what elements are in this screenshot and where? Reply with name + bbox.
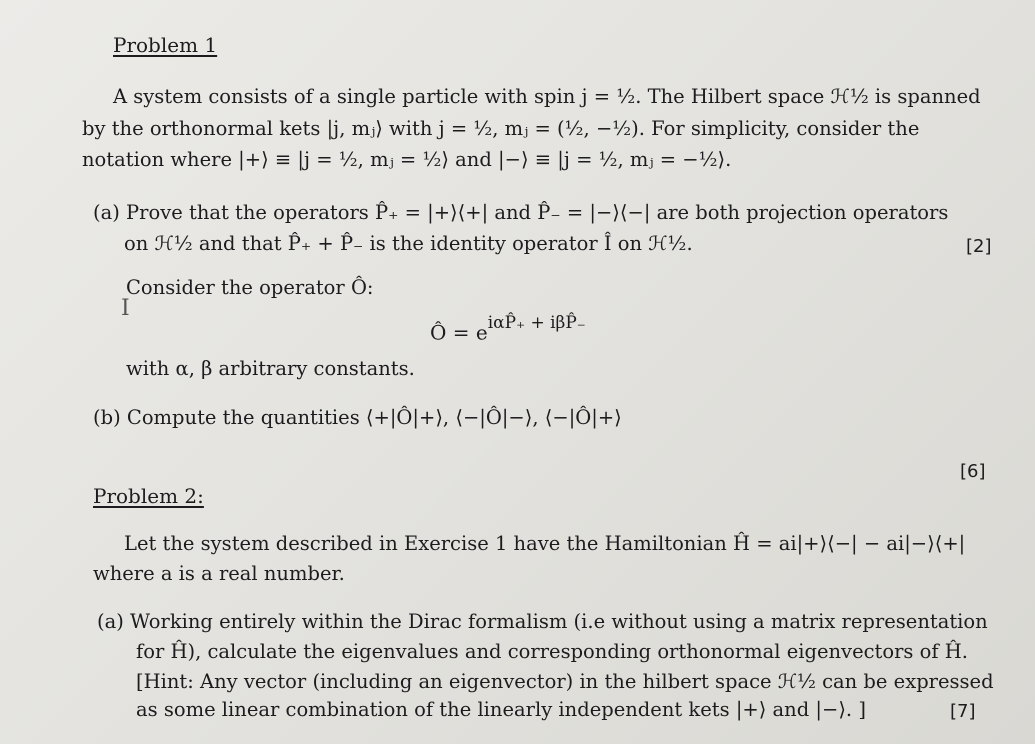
problem-2-intro-line-1: Let the system described in Exercise 1 have the Hamiltonian Ĥ = ai|+⟩⟨−| − ai|−⟩⟨+| [124, 532, 966, 555]
problem-1-part-a-marks: [2] [966, 236, 992, 257]
problem-1-part-a-line-2: on ℋ½ and that P̂₊ + P̂₋ is the identity operator Î on ℋ½. [124, 232, 693, 255]
problem-2-part-a-line-1: (a) Working entirely within the Dirac formalism (i.e without using a matrix representation [97, 610, 988, 633]
pen-mark-icon: I [121, 296, 130, 321]
equation-exponent: iαP̂₊ + iβP̂₋ [487, 313, 586, 333]
problem-1-part-a-line-1: (a) Prove that the operators P̂₊ = |+⟩⟨+| and P̂₋ = |−⟩⟨−| are both projection operators [93, 201, 949, 224]
problem-2-part-a-marks: [7] [950, 701, 976, 722]
problem-1-intro-line-1: A system consists of a single particle with spin j = ½. The Hilbert space ℋ½ is spanned [113, 85, 981, 108]
equation-base: Ô = e [430, 320, 488, 345]
problem-2-part-a-line-3: [Hint: Any vector (including an eigenvector) in the hilbert space ℋ½ can be expressed [136, 670, 994, 693]
problem-1-heading: Problem 1 [113, 33, 218, 57]
problem-2-part-a-line-4: as some linear combination of the linearly independent kets |+⟩ and |−⟩. ] [136, 698, 866, 721]
consider-operator-text: Consider the operator Ô: [126, 276, 374, 299]
problem-1-intro-line-3: notation where |+⟩ ≡ |j = ½, mⱼ = ½⟩ and |−⟩ ≡ |j = ½, mⱼ = −½⟩. [82, 148, 732, 171]
problem-2-intro-line-2: where a is a real number. [93, 562, 345, 585]
problem-2-part-a-line-2: for Ĥ), calculate the eigenvalues and corresponding orthonormal eigenvectors of Ĥ. [136, 640, 968, 663]
problem-1-part-b: (b) Compute the quantities ⟨+|Ô|+⟩, ⟨−|Ô|−⟩, ⟨−|Ô|+⟩ [93, 406, 622, 429]
problem-2-heading: Problem 2: [93, 484, 204, 508]
problem-1-intro-line-2: by the orthonormal kets |j, mⱼ⟩ with j = ½, mⱼ = (½, −½). For simplicity, consider the [82, 117, 920, 140]
problem-1-part-b-marks: [6] [960, 461, 986, 482]
operator-equation [430, 315, 586, 345]
arbitrary-constants-text: with α, β arbitrary constants. [126, 357, 415, 380]
